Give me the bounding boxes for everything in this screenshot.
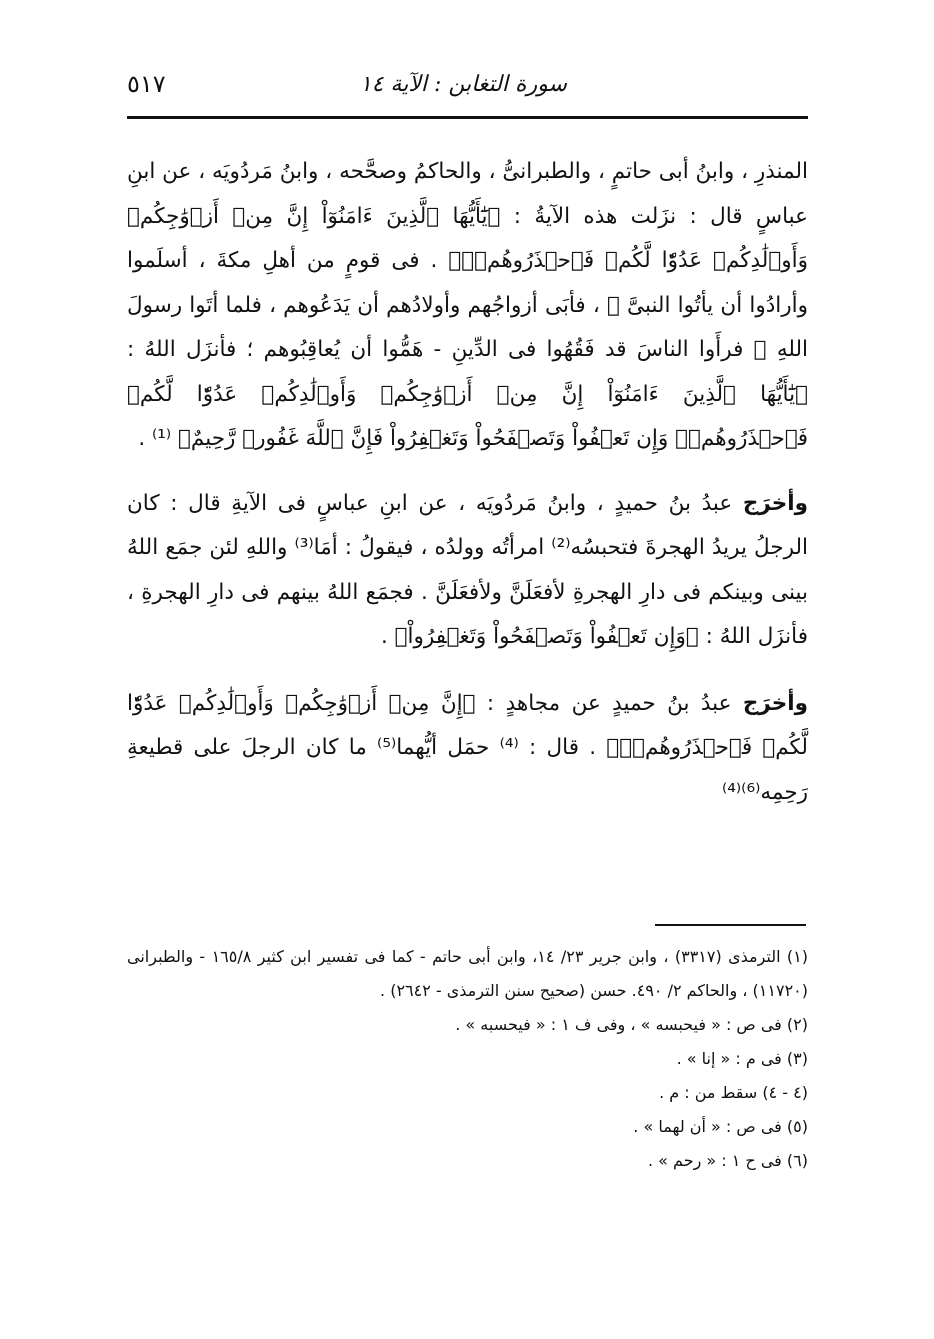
main-text bbox=[127, 150, 808, 837]
paragraph-1-text: المنذرِ ، وابنُ أبى حاتمٍ ، والطبرانىُّ ، والحاكمُ وصحَّحه ، وابنُ مَردُويَه ، عن ابنِ عباسٍ قال : نزَلت هذه الآيةُ : ﴿يَٰٓأَيُّهَا ٱلَّذِينَ ءَامَنُوٓاْ إِنَّ مِنۡ أَزۡوَٰجِكُمۡ وَأَوۡلَٰدِكُمۡ عَدُوّٗا لَّكُمۡ فَٱحۡذَرُوهُمۡۚ﴾ . فى قومٍ من أهلِ مكةَ ، أسلَموا وأرادُوا أن يأتُوا النبىَّ ﷺ ، فأبَى أزواجُهم وأولادُهم أن يَدَعُوهم ، فلما أتَوا رسولَ اللهِ ﷺ فرأَوا الناسَ قد فَقُهُوا فى الدِّينِ - هَمُّوا أن يُعاقِبُوهم ؛ فأنزَل اللهُ : ﴿يَٰٓأَيُّهَا ٱلَّذِينَ ءَامَنُوٓاْ إِنَّ مِنۡ أَزۡوَٰجِكُمۡ وَأَوۡلَٰدِكُمۡ عَدُوّٗا لَّكُمۡ فَٱحۡذَرُوهُمۡۚ وَإِن تَعۡفُواْ وَتَصۡفَحُواْ وَتَغۡفِرُواْ فَإِنَّ ٱللَّهَ غَفُورٞ رَّحِيمٌ﴾ ⁽¹⁾ . bbox=[127, 159, 808, 451]
page-number: ٥١٧ bbox=[127, 70, 166, 98]
paragraph-3 bbox=[127, 682, 808, 816]
footnote-3: (٣) فى م : « إنا » . bbox=[676, 1049, 808, 1068]
page-header bbox=[127, 66, 807, 110]
paragraph-2 bbox=[127, 482, 808, 660]
footnote-separator bbox=[655, 924, 806, 926]
footnote-5: (٥) فى ص : « أن لهما » . bbox=[633, 1117, 808, 1136]
header-rule bbox=[127, 116, 808, 119]
footnote-6: (٦) فى ح ١ : « رحم » . bbox=[648, 1151, 808, 1170]
footnote-2: (٢) فى ص : « فيحبسه » ، وفى ف ١ : « فيحسبه » . bbox=[455, 1015, 808, 1034]
paragraph-2-lead: وأخرَج bbox=[742, 490, 808, 516]
paragraph-2-text: عبدُ بنُ حميدٍ ، وابنُ مَردُويَه ، عن ابنِ عباسٍ فى الآيةِ قال : كان الرجلُ يريدُ الهجرةَ فتحبسُه⁽²⁾ امرأتُه وولدُه ، فيقولُ : أمَا⁽³⁾ واللهِ لئن جمَع اللهُ بينى وبينكم فى دارِ الهجرةِ لأفعَلَنَّ ولأفعَلَنَّ . فجمَع اللهُ بينهم فى دارِ الهجرةِ ، فأنزَل اللهُ : ﴿وَإِن تَعۡفُواْ وَتَصۡفَحُواْ وَتَغۡفِرُواْ﴾ . bbox=[127, 490, 808, 649]
paragraph-1 bbox=[127, 150, 808, 462]
footnote-1: (١) الترمذى (٣٣١٧) ، وابن جرير ٢٣/ ١٤، وابن أبى حاتم - كما فى تفسير ابن كثير ١٦٥/٨ - والطبرانى (١١٧٢٠) ، والحاكم ٢/ ٤٩٠. حسن (صحيح سنن الترمذى - ٢٦٤٢) . bbox=[127, 947, 809, 1000]
paragraph-3-text: عبدُ بنُ حميدٍ عن مجاهدٍ : ﴿إِنَّ مِنۡ أَزۡوَٰجِكُمۡ وَأَوۡلَٰدِكُمۡ عَدُوّٗا لَّكُمۡ فَٱحۡذَرُوهُمۡۚ﴾ . قال : ⁽⁴⁾ حمَل أيُّهما⁽⁵⁾ ما كان الرجلَ على قطيعةِ رَحِمِه⁽⁶⁾⁽⁴⁾ bbox=[127, 690, 808, 805]
footnotes bbox=[127, 940, 808, 1178]
paragraph-3-lead: وأخرَج bbox=[742, 690, 808, 716]
running-head: سورة التغابن : الآية ١٤ bbox=[359, 72, 567, 97]
footnote-4: (٤ - ٤) سقط من : م . bbox=[659, 1083, 808, 1102]
